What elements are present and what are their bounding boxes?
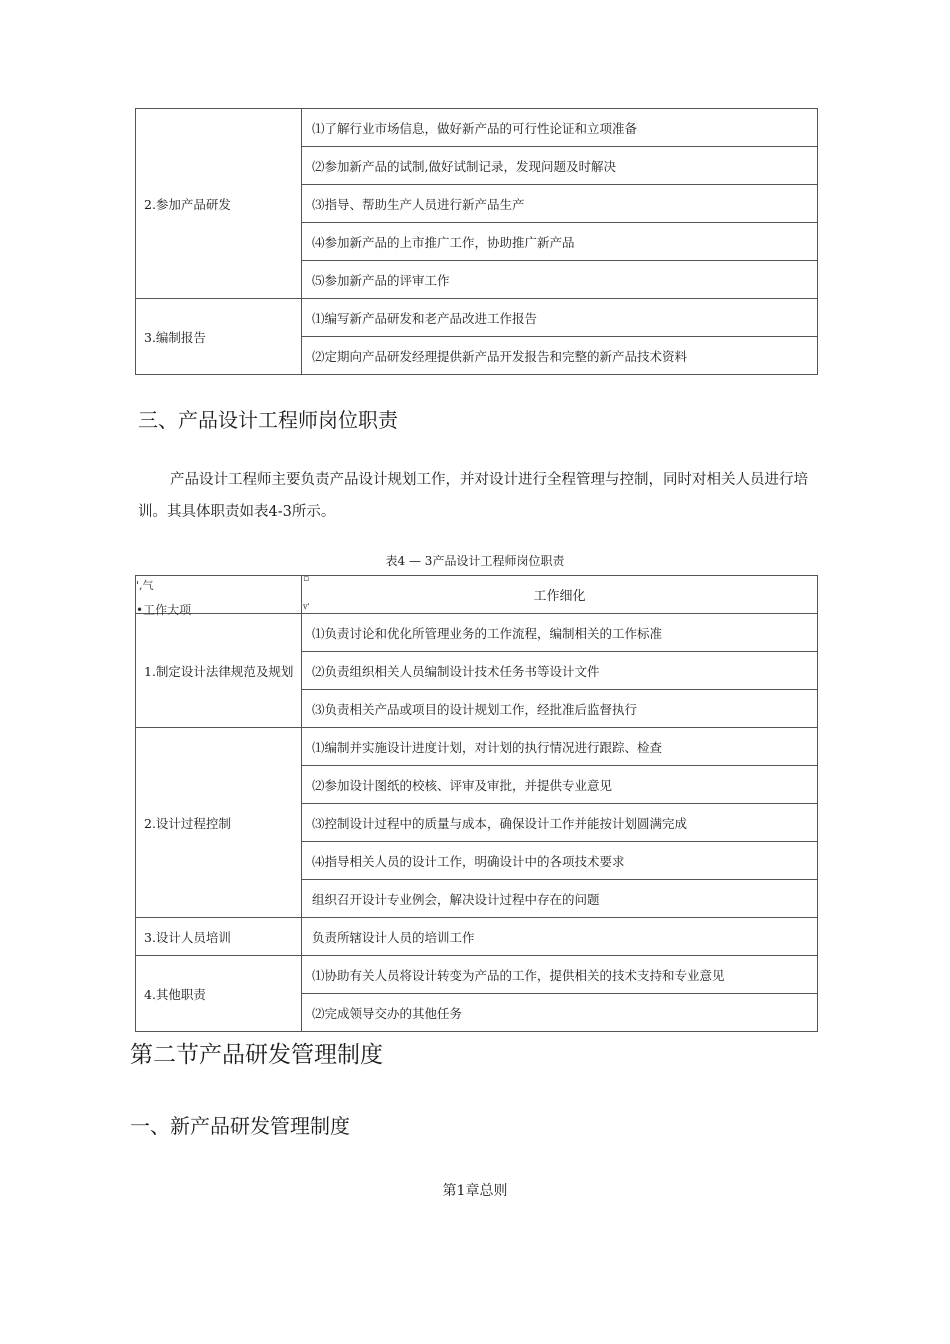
detail-cell: ⑵完成领导交办的其他任务 <box>302 994 818 1032</box>
detail-cell: ⑵参加设计图纸的校核、评审及审批，并提供专业意见 <box>302 766 818 804</box>
category-cell: 2.参加产品研发 <box>136 109 302 299</box>
detail-cell: 负责所辖设计人员的培训工作 <box>302 918 818 956</box>
detail-cell: ⑸参加新产品的评审工作 <box>302 261 818 299</box>
table-caption: 表4 — 3产品设计工程师岗位职责 <box>385 554 565 568</box>
table-row <box>136 918 818 956</box>
detail-cell: ⑶控制设计过程中的质量与成本，确保设计工作并能按计划圆满完成 <box>302 804 818 842</box>
detail-cell: ⑷指导相关人员的设计工作，明确设计中的各项技术要求 <box>302 842 818 880</box>
table-product-development-duties <box>135 108 818 375</box>
chapter-title: 第1章总则 <box>442 1183 508 1199</box>
body-paragraph: 产品设计工程师主要负责产品设计规划工作，并对设计进行全程管理与控制，同时对相关人员进行培训。其具体职责如表4-3所示。 <box>138 472 808 520</box>
detail-cell: ⑴编制并实施设计进度计划，对计划的执行情况进行跟踪、检查 <box>302 728 818 766</box>
header-right-label: 工作细化 <box>533 589 586 604</box>
detail-cell: ⑶负责相关产品或项目的设计规划工作，经批准后监督执行 <box>302 690 818 728</box>
subsection-heading: 一、新产品研发管理制度 <box>130 1114 350 1138</box>
header-mark: v' <box>303 602 310 611</box>
detail-cell: ⑴了解行业市场信息，做好新产品的可行性论证和立项准备 <box>302 109 818 147</box>
category-cell: 4.其他职责 <box>136 956 302 1032</box>
header-left-label: •工作大项 <box>136 603 192 617</box>
category-cell: 1.制定设计法律规范及规划 <box>136 614 302 728</box>
category-cell: 2.设计过程控制 <box>136 728 302 918</box>
detail-cell: ⑴负责讨论和优化所管理业务的工作流程，编制相关的工作标准 <box>302 614 818 652</box>
detail-cell: 组织召开设计专业例会，解决设计过程中存在的问题 <box>302 880 818 918</box>
category-cell: 3.编制报告 <box>136 299 302 375</box>
header-left-cell <box>136 576 302 617</box>
table-header-row <box>136 576 818 614</box>
detail-cell: ⑶指导、帮助生产人员进行新产品生产 <box>302 185 818 223</box>
table-row <box>136 109 818 147</box>
table-row <box>136 299 818 337</box>
header-right-cell <box>302 576 818 614</box>
detail-cell: ⑵定期向产品研发经理提供新产品开发报告和完整的新产品技术资料 <box>302 337 818 375</box>
category-cell: 3.设计人员培训 <box>136 918 302 956</box>
header-fragment: ',气 <box>136 579 154 592</box>
detail-cell: ⑴编写新产品研发和老产品改进工作报告 <box>302 299 818 337</box>
detail-cell: ⑴协助有关人员将设计转变为产品的工作，提供相关的技术支持和专业意见 <box>302 956 818 994</box>
table-row <box>136 614 818 652</box>
header-mark: ▫ <box>303 574 310 584</box>
table-row <box>136 728 818 766</box>
section-heading: 三、产品设计工程师岗位职责 <box>138 408 398 432</box>
detail-cell: ⑵参加新产品的试制,做好试制记录，发现问题及时解决 <box>302 147 818 185</box>
section-heading: 第二节产品研发管理制度 <box>130 1042 383 1068</box>
table-row <box>136 956 818 994</box>
detail-cell: ⑵负责组织相关人员编制设计技术任务书等设计文件 <box>302 652 818 690</box>
table-design-engineer-duties <box>135 575 818 1032</box>
detail-cell: ⑷参加新产品的上市推广工作，协助推广新产品 <box>302 223 818 261</box>
